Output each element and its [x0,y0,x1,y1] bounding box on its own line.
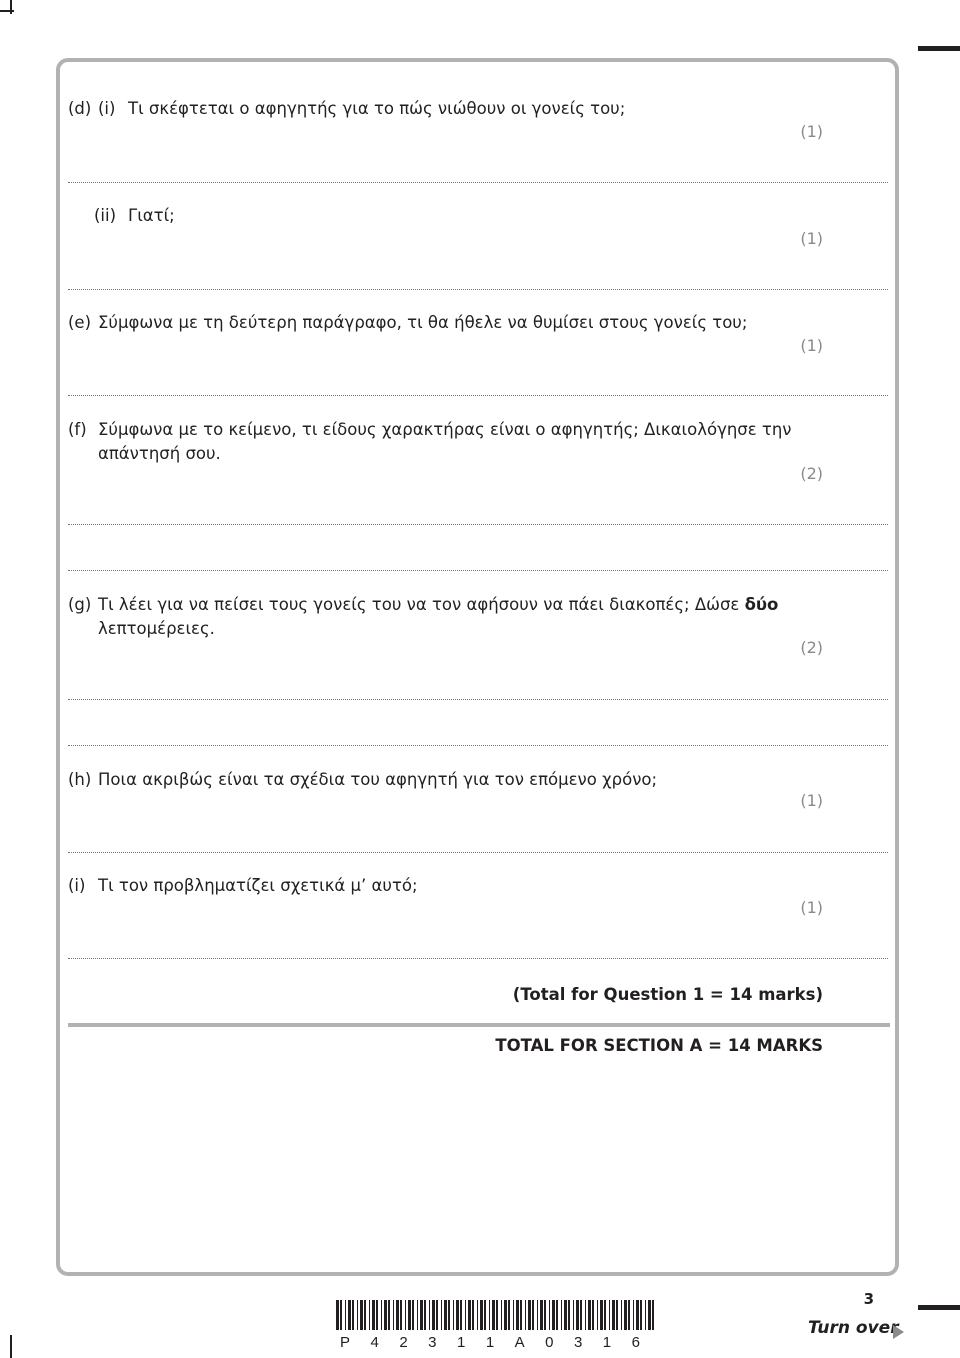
question-sublabel: (i) [98,99,116,118]
barcode-bar [616,1300,618,1330]
barcode-bar [340,1300,342,1330]
barcode-bar [436,1300,438,1330]
barcode-bar [556,1300,558,1330]
barcode-bar [441,1300,442,1330]
mark-allocation: (1) [800,898,823,917]
answer-line[interactable] [68,745,888,746]
question-text: Σύμφωνα με τη δεύτερη παράγραφο, τι θα ήθελε να θυμίσει στους γονείς του; [98,313,748,332]
barcode-bar [532,1300,534,1330]
answer-frame [56,58,899,1276]
barcode-bar [372,1300,375,1330]
arrow-right-icon [893,1325,904,1339]
barcode-bar [628,1300,630,1330]
barcode-digits [340,1334,640,1351]
barcode-digit: 1 [602,1334,612,1351]
barcode-bar [520,1300,522,1330]
emphasis-text: δύο [744,595,779,614]
barcode-digit: 2 [399,1334,408,1351]
barcode-bar [525,1300,526,1330]
barcode-digit: P [340,1334,351,1351]
answer-line[interactable] [68,524,888,525]
barcode-bar [609,1300,610,1330]
question-text: Τι τον προβληματίζει σχετικά μ’ αυτό; [98,876,418,895]
barcode-bar [588,1300,591,1330]
barcode-bar [489,1300,490,1330]
barcode-bar [496,1300,498,1330]
barcode-bar [585,1300,586,1330]
answer-line[interactable] [68,289,888,290]
mark-allocation: (2) [800,638,823,657]
barcode-bar [540,1300,543,1330]
question-text: Τι σκέφτεται ο αφηγητής για το πώς νιώθουν οι γονείς του; [128,99,626,118]
barcode-bar [640,1300,642,1330]
barcode-bar [513,1300,514,1330]
barcode-bar [648,1300,651,1330]
barcode-bar [453,1300,454,1330]
question-text: Γιατί; [128,206,175,225]
barcode-bar [597,1300,598,1330]
barcode-bar [408,1300,411,1330]
barcode [336,1300,654,1336]
divider [68,1023,890,1027]
answer-line[interactable] [68,699,888,700]
barcode-bar [612,1300,615,1330]
barcode-bar [580,1300,582,1330]
barcode-bar [465,1300,466,1330]
barcode-bar [561,1300,562,1330]
barcode-bar [576,1300,579,1330]
register-mark-bottom-right [918,1305,960,1310]
barcode-bar [568,1300,570,1330]
question-label: (d) [68,99,92,118]
page-number: 3 [863,1290,874,1308]
barcode-bar [429,1300,430,1330]
barcode-digit: A [514,1334,525,1351]
question-text-plain: Τι λέει για να πείσει τους γονείς του να τον αφήσουν να πάει διακοπές; Δώσε [98,595,745,614]
barcode-bar [384,1300,387,1330]
mark-allocation: (2) [800,464,823,483]
barcode-bar [336,1300,339,1330]
question-label: (g) [68,595,92,614]
barcode-digit: 6 [631,1334,640,1351]
barcode-bar [412,1300,414,1330]
answer-line[interactable] [68,958,888,959]
barcode-digit: 1 [485,1334,495,1351]
barcode-bar [528,1300,531,1330]
barcode-bar [564,1300,567,1330]
barcode-bar [393,1300,394,1330]
answer-line[interactable] [68,395,888,396]
barcode-bar [504,1300,507,1330]
barcode-bar [400,1300,402,1330]
barcode-bar [432,1300,435,1330]
barcode-bar [537,1300,538,1330]
question-text-line-2: απάντησή σου. [98,444,221,463]
barcode-bar [501,1300,502,1330]
barcode-bar [381,1300,382,1330]
barcode-bar [604,1300,606,1330]
barcode-bar [573,1300,574,1330]
barcode-bar [480,1300,483,1330]
barcode-digit: 0 [545,1334,554,1351]
question-text: Ποια ακριβώς είναι τα σχέδια του αφηγητή για τον επόμενο χρόνο; [98,770,658,789]
mark-allocation: (1) [800,336,823,355]
question-label: (f) [68,420,87,439]
turn-over-label: Turn over [808,1318,899,1338]
answer-line[interactable] [68,182,888,183]
barcode-bar [624,1300,627,1330]
barcode-bar [420,1300,423,1330]
barcode-bar [417,1300,418,1330]
question-text-line-2: λεπτομέρειες. [98,619,215,638]
barcode-bar [508,1300,510,1330]
barcode-bar [360,1300,363,1330]
barcode-bar [405,1300,406,1330]
barcode-bar [484,1300,486,1330]
barcode-bar [424,1300,426,1330]
barcode-bar [376,1300,378,1330]
barcode-bar [552,1300,555,1330]
question-label: (e) [68,313,92,332]
barcode-bar [348,1300,351,1330]
barcode-bar [448,1300,450,1330]
question-label: (h) [68,770,92,789]
crop-mark-top-left-v [10,0,12,14]
barcode-bar [352,1300,354,1330]
answer-line[interactable] [68,852,888,853]
question-text-line-1 [98,594,778,616]
barcode-digit: 3 [573,1334,583,1351]
barcode-bar [621,1300,622,1330]
barcode-bar [388,1300,390,1330]
barcode-bar [468,1300,471,1330]
barcode-bar [636,1300,639,1330]
barcode-bar [492,1300,495,1330]
barcode-bar [600,1300,603,1330]
barcode-bar [369,1300,370,1330]
barcode-bar [444,1300,447,1330]
mark-allocation: (1) [800,791,823,810]
barcode-bar [396,1300,399,1330]
barcode-bar [516,1300,519,1330]
question-label: (i) [68,876,86,895]
section-total: TOTAL FOR SECTION A = 14 MARKS [495,1036,823,1055]
barcode-bar [460,1300,462,1330]
barcode-bar [544,1300,546,1330]
barcode-bar [456,1300,459,1330]
barcode-bar [633,1300,634,1330]
mark-allocation: (1) [800,122,823,141]
answer-line[interactable] [68,570,888,571]
question-sublabel: (ii) [94,206,117,225]
barcode-bar [472,1300,474,1330]
barcode-bar [357,1300,358,1330]
barcode-bar [345,1300,346,1330]
barcode-digit: 3 [428,1334,437,1351]
question-total: (Total for Question 1 = 14 marks) [512,985,823,1004]
barcode-digit: 4 [370,1334,379,1351]
barcode-bar [652,1300,654,1330]
register-mark-top-right [918,46,960,51]
barcode-bar [592,1300,594,1330]
barcode-digit: 1 [456,1334,466,1351]
crop-mark-bottom-left [10,1335,12,1358]
barcode-bar [645,1300,646,1330]
mark-allocation: (1) [800,229,823,248]
barcode-bar [549,1300,550,1330]
barcode-bar [477,1300,478,1330]
barcode-bar [364,1300,366,1330]
question-text-line-1: Σύμφωνα με το κείμενο, τι είδους χαρακτήρας είναι ο αφηγητής; Δικαιολόγησε την [98,420,792,439]
